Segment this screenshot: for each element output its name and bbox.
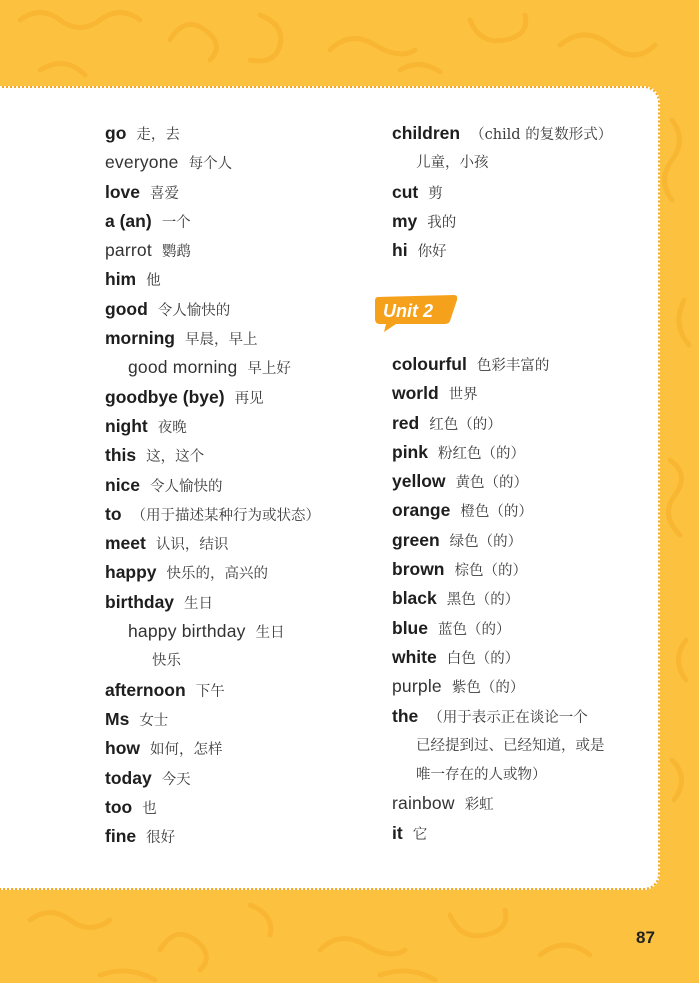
vocab-entry: [392, 731, 642, 760]
vocab-word: meet: [105, 533, 146, 554]
vocab-entry: [392, 496, 642, 525]
vocab-word: colourful: [392, 354, 467, 374]
vocab-meaning: 今天: [161, 771, 191, 788]
vocab-meaning: 鹦鹉: [161, 244, 191, 261]
vocab-word: good morning: [128, 357, 238, 378]
vocab-word: it: [392, 822, 403, 843]
vocab-word: afternoon: [105, 679, 186, 700]
vocab-word: world: [392, 383, 439, 404]
vocab-entry: [105, 617, 375, 646]
vocab-word: morning: [105, 328, 175, 349]
vocab-entry: [392, 409, 642, 438]
vocab-word: the: [392, 705, 419, 726]
vocab-entry: [105, 471, 375, 500]
vocab-word: my: [392, 210, 418, 231]
vocab-entry: [392, 178, 642, 207]
vocab-meaning: 快乐: [152, 653, 181, 670]
vocab-meaning: 下午: [195, 683, 225, 700]
vocab-entry: [105, 383, 375, 412]
vocab-meaning: 紫色（的）: [451, 680, 525, 697]
vocab-word: parrot: [105, 240, 152, 261]
vocab-entry: [105, 324, 375, 353]
vocab-word: hi: [392, 240, 408, 261]
vocab-entry: [392, 526, 642, 555]
unit-2-label: Unit 2: [383, 301, 434, 321]
vocab-word: green: [392, 529, 440, 550]
vocab-meaning: 已经提到过、已经知道，或是: [416, 737, 605, 754]
vocab-entry: [105, 265, 375, 294]
vocab-word: brown: [392, 559, 445, 580]
vocab-word: happy: [105, 562, 157, 583]
vocab-entry: [392, 119, 642, 148]
vocab-meaning: （用于表示正在谈论一个: [428, 709, 588, 726]
vocab-entry: [105, 441, 375, 470]
vocab-entry: [105, 412, 375, 441]
vocab-meaning: 令人愉快的: [150, 478, 223, 495]
vocab-entry: [392, 438, 642, 467]
vocab-meaning: 每个人: [188, 156, 233, 173]
vocab-entry: [105, 588, 375, 617]
vocab-word: goodbye (bye): [105, 386, 225, 407]
right-vocabulary-column-bottom: [392, 350, 642, 848]
vocab-entry: [105, 705, 375, 734]
vocab-word: white: [392, 646, 437, 667]
vocab-word: this: [105, 445, 137, 466]
vocab-meaning: 绿色（的）: [449, 533, 523, 550]
vocab-meaning: 夜晚: [157, 419, 187, 436]
vocab-entry: [105, 500, 375, 529]
vocab-entry: [105, 207, 375, 236]
vocab-meaning: 生日: [184, 595, 214, 612]
vocab-word: blue: [392, 617, 428, 638]
vocab-word: rainbow: [392, 793, 455, 814]
vocab-meaning: 世界: [448, 387, 478, 404]
vocab-word: good: [105, 298, 148, 319]
vocab-entry: [392, 148, 642, 177]
vocab-word: Ms: [105, 708, 130, 729]
vocab-meaning: 彩虹: [464, 797, 494, 814]
right-vocabulary-column-top: [392, 119, 642, 265]
vocab-entry: [105, 178, 375, 207]
vocab-meaning: 蓝色（的）: [437, 621, 511, 638]
vocab-entry: [392, 350, 642, 379]
vocab-meaning: 橙色（的）: [460, 504, 533, 521]
vocab-meaning: 这，这个: [146, 449, 205, 466]
vocab-meaning: 我的: [427, 214, 457, 231]
vocab-meaning: 女士: [139, 712, 169, 729]
vocab-meaning: 很好: [146, 830, 176, 847]
vocab-word: how: [105, 738, 140, 759]
vocab-entry: [105, 119, 375, 148]
vocab-word: yellow: [392, 471, 446, 492]
vocab-meaning: 生日: [255, 625, 285, 642]
vocab-entry: [105, 734, 375, 763]
vocab-word: to: [105, 503, 122, 524]
vocab-entry: [105, 529, 375, 558]
vocab-entry: [392, 207, 642, 236]
vocab-meaning: 粉红色（的）: [437, 445, 525, 462]
vocab-meaning: 唯一存在的人或物）: [416, 767, 547, 784]
vocab-word: go: [105, 123, 127, 143]
vocab-word: red: [392, 412, 420, 433]
vocab-meaning: （child 的复数形式）: [470, 127, 613, 143]
vocab-entry: [392, 555, 642, 584]
vocab-meaning: 它: [412, 826, 428, 843]
vocab-meaning: 早上好: [247, 361, 291, 378]
vocab-entry: [392, 819, 642, 848]
vocab-word: cut: [392, 181, 419, 202]
vocab-word: him: [105, 269, 137, 290]
vocab-word: birthday: [105, 591, 175, 612]
vocab-meaning: 他: [146, 273, 161, 290]
vocab-entry: [105, 295, 375, 324]
vocab-word: love: [105, 181, 141, 202]
vocab-meaning: 棕色（的）: [454, 563, 527, 580]
vocab-word: purple: [392, 676, 442, 697]
vocab-word: a (an): [105, 210, 152, 231]
vocab-entry: [392, 614, 642, 643]
vocab-word: nice: [105, 474, 141, 495]
vocab-word: orange: [392, 500, 451, 521]
vocab-meaning: 你好: [417, 244, 447, 261]
vocab-entry: [392, 789, 642, 818]
vocab-meaning: 白色（的）: [446, 650, 520, 667]
vocab-meaning: 如何，怎样: [150, 742, 223, 759]
vocab-meaning: 红色（的）: [429, 416, 502, 433]
vocab-word: children: [392, 123, 461, 143]
vocab-meaning: 色彩丰富的: [476, 358, 550, 374]
vocab-entry: [105, 236, 375, 265]
vocab-entry: [392, 760, 642, 789]
vocab-entry: [392, 702, 642, 731]
vocab-meaning: 走，去: [136, 127, 180, 143]
vocab-meaning: 也: [142, 800, 157, 817]
vocab-meaning: 认识，结识: [155, 537, 229, 554]
vocab-entry: [392, 584, 642, 613]
vocab-entry: [105, 676, 375, 705]
vocab-meaning: 早晨，早上: [185, 332, 258, 349]
vocab-word: night: [105, 415, 148, 436]
page-number: 87: [636, 928, 655, 947]
vocab-meaning: 儿童，小孩: [416, 155, 489, 172]
vocab-entry: [105, 148, 375, 177]
vocab-entry: [105, 558, 375, 587]
vocab-word: fine: [105, 826, 137, 847]
vocab-entry: [105, 822, 375, 851]
vocab-meaning: 剪: [428, 185, 443, 202]
vocab-meaning: （用于描述某种行为或状态）: [131, 507, 321, 524]
vocab-meaning: 一个: [161, 214, 191, 231]
vocab-entry: [105, 353, 375, 382]
vocab-meaning: 快乐的，高兴的: [166, 566, 269, 583]
vocab-word: too: [105, 796, 133, 817]
vocab-entry: [105, 764, 375, 793]
vocab-entry: [392, 379, 642, 408]
vocab-word: today: [105, 767, 152, 788]
vocab-word: black: [392, 588, 437, 609]
vocab-meaning: 黑色（的）: [446, 592, 520, 609]
vocab-word: pink: [392, 441, 428, 462]
vocab-meaning: 令人愉快的: [157, 302, 231, 319]
vocab-entry: [392, 643, 642, 672]
left-vocabulary-column: [105, 119, 375, 851]
vocab-entry: [105, 646, 375, 675]
vocab-entry: [105, 793, 375, 822]
vocab-word: happy birthday: [128, 621, 246, 642]
vocab-word: everyone: [105, 152, 179, 173]
vocab-entry: [392, 236, 642, 265]
vocab-entry: [392, 672, 642, 701]
vocab-meaning: 喜爱: [150, 185, 180, 202]
vocab-entry: [392, 467, 642, 496]
vocab-meaning: 黄色（的）: [455, 475, 528, 492]
vocab-meaning: 再见: [234, 390, 264, 407]
